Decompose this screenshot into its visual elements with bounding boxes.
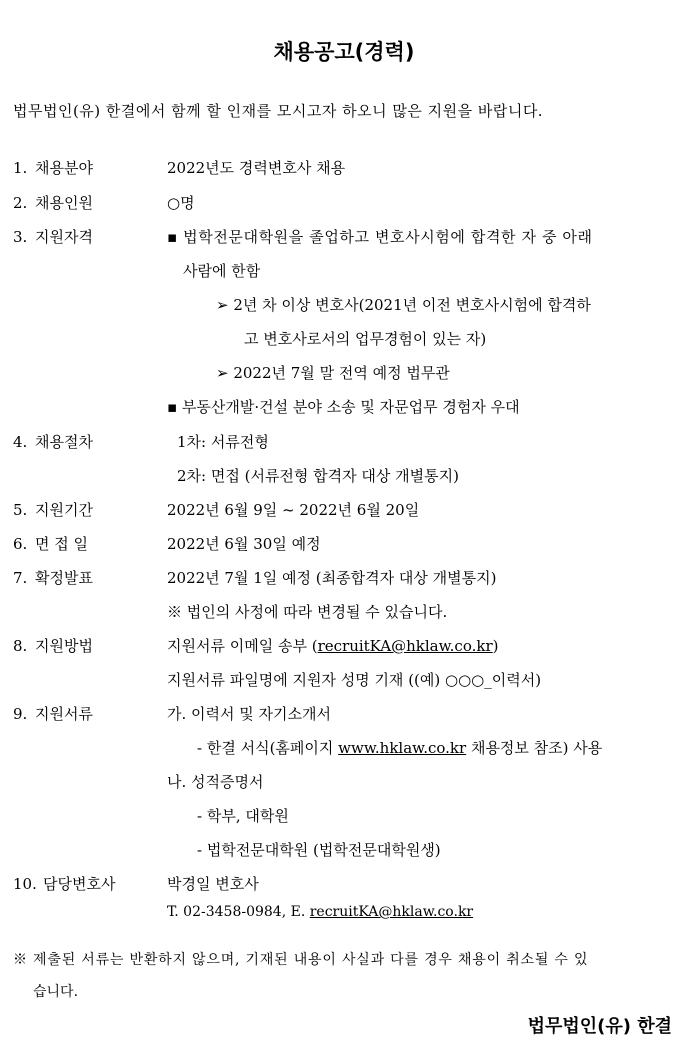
- qualification-bullet-2: ▪ 부동산개발·건설 분야 소송 및 자문업무 경험자 우대: [167, 398, 520, 416]
- footnote: ※ 제출된 서류는 반환하지 않으며, 기재된 내용이 사실과 다를 경우 채용이 취소될 수 있: [13, 952, 589, 968]
- documents-a: 가. 이력서 및 자기소개서: [167, 705, 331, 723]
- item-period: [13, 500, 420, 520]
- item-label: 채용절차: [35, 433, 93, 451]
- item-documents: [13, 704, 331, 724]
- qualification-bullet-1: ▪ 법학전문대학원을 졸업하고 변호사시험에 합격한 자 중 아래: [167, 228, 593, 246]
- signature: 법무법인(유) 한결: [527, 1016, 672, 1037]
- item-number: 7.: [13, 569, 28, 587]
- item-value: 2022년도 경력변호사 채용: [167, 159, 346, 177]
- item-label: 담당변호사: [43, 875, 116, 893]
- item-value: 2022년 6월 30일 예정: [167, 535, 321, 553]
- homepage-link[interactable]: www.hklaw.co.kr: [338, 739, 467, 757]
- item-value: [167, 636, 499, 656]
- item-qualification: [13, 227, 593, 247]
- item-label: 지원방법: [35, 637, 93, 655]
- procedure-step-2: 2차: 면접 (서류전형 합격자 대상 개별통지): [177, 467, 459, 485]
- documents-b-1: - 학부, 대학원: [197, 807, 289, 825]
- item-label: 채용분야: [35, 159, 93, 177]
- contact-info: [167, 902, 473, 922]
- contact-phone: T. 02-3458-0984, E.: [167, 904, 310, 920]
- qualification-sub-1-cont: 고 변호사로서의 업무경험이 있는 자): [244, 330, 487, 348]
- item-label: 면 접 일: [35, 535, 89, 553]
- item-procedure: [13, 432, 269, 452]
- item-number: 10.: [13, 875, 37, 893]
- item-apply-method: [13, 636, 499, 656]
- intro-text: 법무법인(유) 한결에서 함께 할 인재를 모시고자 하오니 많은 지원을 바랍니다.: [13, 102, 544, 120]
- item-contact: [13, 874, 259, 894]
- item-number: 2.: [13, 194, 28, 212]
- qualification-sub-2: ➢ 2022년 7월 말 전역 예정 법무관: [216, 364, 450, 382]
- documents-a-1: [197, 738, 602, 758]
- item-label: 확정발표: [35, 569, 93, 587]
- item-announcement: [13, 568, 497, 588]
- documents-a-1-text-end: 채용정보 참조) 사용: [466, 739, 603, 757]
- contact-name: 박경일 변호사: [167, 875, 259, 893]
- item-label: 지원자격: [35, 228, 93, 246]
- item-number: 9.: [13, 705, 28, 723]
- item-label: 지원서류: [35, 705, 93, 723]
- procedure-step-1: 1차: 서류전형: [177, 433, 269, 451]
- item-value: 2022년 7월 1일 예정 (최종합격자 대상 개별통지): [167, 569, 497, 587]
- item-label: 채용인원: [35, 194, 93, 212]
- item-number: 4.: [13, 433, 28, 451]
- item-number: 1.: [13, 159, 28, 177]
- page-title: 채용공고(경력): [273, 40, 415, 64]
- email-link[interactable]: recruitKA@hklaw.co.kr: [317, 637, 493, 655]
- documents-b: 나. 성적증명서: [167, 773, 264, 791]
- qualification-bullet-1-cont: 사람에 한함: [183, 262, 261, 280]
- documents-b-2: - 법학전문대학원 (법학전문대학원생): [197, 841, 441, 859]
- apply-method-filename: 지원서류 파일명에 지원자 성명 기재 ((예) ○○○_이력서): [167, 671, 542, 689]
- qualification-sub-1: ➢ 2년 차 이상 변호사(2021년 이전 변호사시험에 합격하: [216, 296, 591, 314]
- item-interview-date: [13, 534, 321, 554]
- item-headcount: [13, 193, 195, 213]
- item-number: 3.: [13, 228, 28, 246]
- item-number: 8.: [13, 637, 28, 655]
- apply-method-text: 지원서류 이메일 송부 (: [167, 637, 318, 655]
- announcement-note: ※ 법인의 사정에 따라 변경될 수 있습니다.: [167, 603, 448, 621]
- item-label: 지원기간: [35, 501, 93, 519]
- item-number: 6.: [13, 535, 28, 553]
- apply-method-text-end: ): [492, 637, 499, 655]
- item-value: ○명: [167, 194, 195, 212]
- footnote-cont: 습니다.: [33, 984, 79, 1000]
- item-value: 2022년 6월 9일 ~ 2022년 6월 20일: [167, 501, 420, 519]
- documents-a-1-text: - 한결 서식(홈페이지: [197, 739, 339, 757]
- contact-email-link[interactable]: recruitKA@hklaw.co.kr: [309, 904, 474, 920]
- item-number: 5.: [13, 501, 28, 519]
- item-recruit-field: [13, 158, 346, 178]
